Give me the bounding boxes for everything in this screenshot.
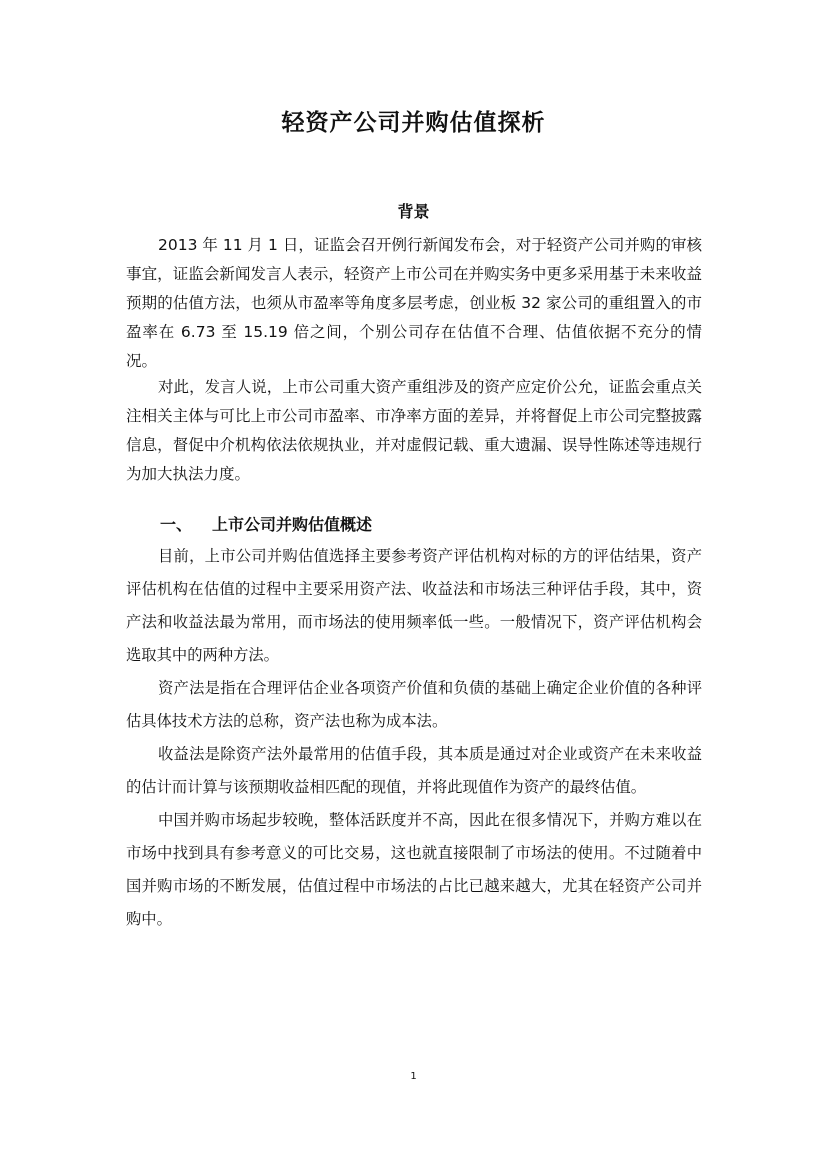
section-heading bbox=[160, 512, 372, 535]
document-title: 轻资产公司并购估值探析 bbox=[281, 110, 546, 136]
background-heading: 背景 bbox=[397, 202, 430, 221]
page-number: 1 bbox=[410, 1071, 417, 1082]
section-number: 一、 bbox=[160, 515, 193, 534]
background-paragraph-1: 2013 年 11 月 1 日，证监会召开例行新闻发布会，对于轻资产公司并购的审核事宜，证监会新闻发言人表示，轻资产上市公司在并购实务中更多采用基于未来收益预期的估值方法，也须从市盈率等角度多层考虑，创业板 32 家公司的重组置入的市盈率在 6.73 至 15.19 倍之间，个别公司存在估值不合理、估值依据不充分的情况。 bbox=[126, 236, 702, 370]
section-paragraph-4: 中国并购市场起步较晚，整体活跃度并不高，因此在很多情况下，并购方难以在市场中找到具有参考意义的可比交易，这也就直接限制了市场法的使用。不过随着中国并购市场的不断发展，估值过程中市场法的占比已越来越大，尤其在轻资产公司并购中。 bbox=[126, 811, 702, 928]
section-title: 上市公司并购估值概述 bbox=[212, 515, 373, 534]
section-paragraph-3: 收益法是除资产法外最常用的估值手段，其本质是通过对企业或资产在未来收益的估计而计算与该预期收益相匹配的现值，并将此现值作为资产的最终估值。 bbox=[126, 745, 702, 796]
background-paragraph-2: 对此，发言人说，上市公司重大资产重组涉及的资产应定价公允，证监会重点关注相关主体与可比上市公司市盈率、市净率方面的差异，并将督促上市公司完整披露信息，督促中介机构依法依规执业，并对虚假记载、重大遗漏、误导性陈述等违规行为加大执法力度。 bbox=[126, 378, 702, 483]
section-paragraph-2: 资产法是指在合理评估企业各项资产价值和负债的基础上确定企业价值的各种评估具体技术方法的总称，资产法也称为成本法。 bbox=[126, 679, 702, 730]
section-paragraph-1: 目前，上市公司并购估值选择主要参考资产评估机构对标的方的评估结果，资产评估机构在估值的过程中主要采用资产法、收益法和市场法三种评估手段，其中，资产法和收益法最为常用，而市场法的使用频率低一些。一般情况下，资产评估机构会选取其中的两种方法。 bbox=[126, 547, 702, 664]
